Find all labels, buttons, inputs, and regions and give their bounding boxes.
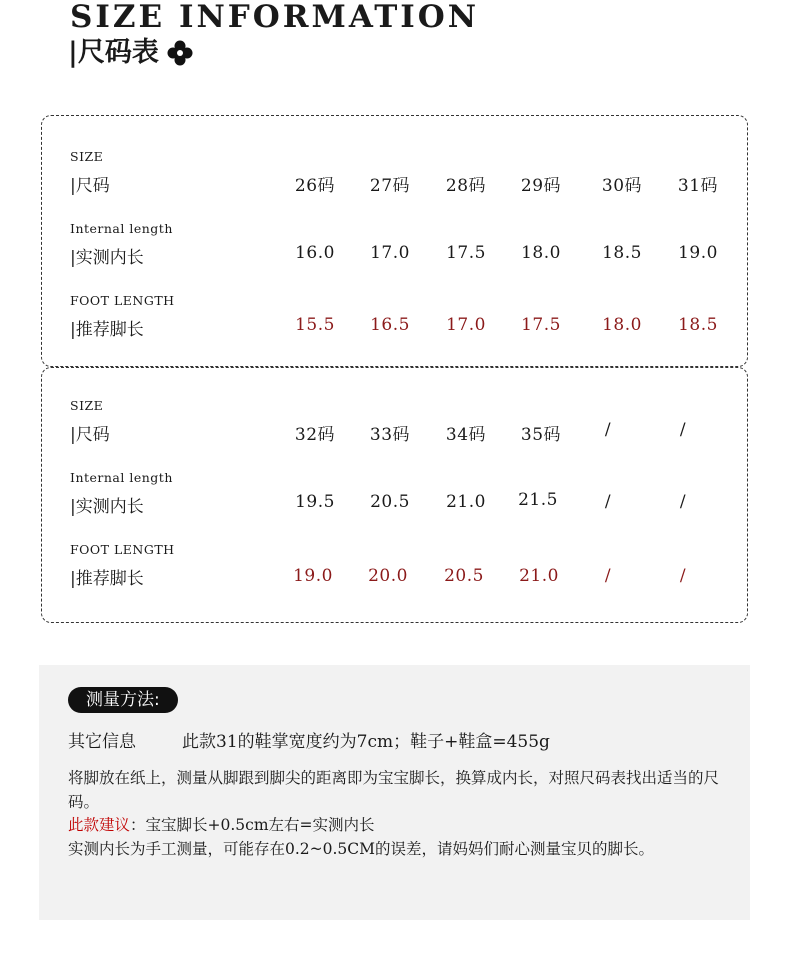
other-info bbox=[68, 730, 550, 754]
foot-cell: / bbox=[604, 566, 612, 586]
size-table-1 bbox=[41, 115, 748, 367]
size-cell: 34码 bbox=[445, 425, 487, 445]
size-table-2 bbox=[41, 367, 748, 623]
internal-cell: / bbox=[604, 492, 612, 512]
size-label-en: SIZE bbox=[70, 149, 104, 164]
foot-cell: 16.5 bbox=[370, 315, 410, 335]
size-cell: 33码 bbox=[369, 425, 411, 445]
internal-cell: 21.0 bbox=[446, 492, 486, 512]
size-label-cn: |尺码 bbox=[70, 176, 110, 196]
measure-instructions bbox=[68, 767, 738, 861]
internal-cell: 19.0 bbox=[678, 243, 718, 263]
size-cell: 35码 bbox=[520, 425, 562, 445]
foot-label-en: FOOT LENGTH bbox=[70, 293, 175, 308]
internal-label-cn: |实测内长 bbox=[70, 497, 144, 517]
size-label-cn: |尺码 bbox=[70, 425, 110, 445]
foot-length-row bbox=[42, 293, 747, 343]
size-cell: 29码 bbox=[520, 176, 562, 196]
page-title-cn-text: |尺码表 bbox=[68, 37, 159, 68]
size-cell: 30码 bbox=[601, 176, 643, 196]
size-cell: 26码 bbox=[294, 176, 336, 196]
internal-label-cn: |实测内长 bbox=[70, 248, 144, 268]
measure-section bbox=[39, 665, 750, 920]
size-cell: 31码 bbox=[677, 176, 719, 196]
other-info-text: 此款31的鞋掌宽度约为7cm；鞋子+鞋盒=455g bbox=[182, 732, 550, 752]
foot-label-cn: |推荐脚长 bbox=[70, 320, 144, 340]
foot-cell: 20.5 bbox=[444, 566, 484, 586]
size-cell: 28码 bbox=[445, 176, 487, 196]
error-note: 实测内长为手工测量，可能存在0.2~0.5CM的误差，请妈妈们耐心测量宝贝的脚长。 bbox=[68, 839, 655, 858]
size-label-en: SIZE bbox=[70, 398, 104, 413]
advice-line bbox=[68, 814, 738, 838]
foot-cell: 20.0 bbox=[368, 566, 408, 586]
internal-cell: 21.5 bbox=[518, 490, 558, 510]
internal-label-en: Internal length bbox=[70, 221, 173, 236]
foot-cell: 21.0 bbox=[519, 566, 559, 586]
internal-cell: 19.5 bbox=[295, 492, 335, 512]
internal-length-row bbox=[42, 221, 747, 271]
foot-cell: / bbox=[679, 566, 687, 586]
foot-cell: 19.0 bbox=[293, 566, 333, 586]
foot-label-cn: |推荐脚长 bbox=[70, 569, 144, 589]
internal-cell: / bbox=[679, 492, 687, 512]
internal-cell: 17.5 bbox=[446, 243, 486, 263]
foot-length-row bbox=[42, 542, 747, 592]
size-cell: 27码 bbox=[369, 176, 411, 196]
page-title-cn bbox=[68, 36, 193, 70]
size-row bbox=[42, 398, 747, 448]
internal-label-en: Internal length bbox=[70, 470, 173, 485]
foot-cell: 18.5 bbox=[678, 315, 718, 335]
foot-label-en: FOOT LENGTH bbox=[70, 542, 175, 557]
clover-icon bbox=[167, 40, 193, 66]
internal-length-row bbox=[42, 470, 747, 520]
size-cell: 32码 bbox=[294, 425, 336, 445]
page-title-en: SIZE INFORMATION bbox=[70, 0, 480, 35]
size-row bbox=[42, 149, 747, 199]
foot-cell: 17.5 bbox=[521, 315, 561, 335]
advice-label: 此款建议 bbox=[68, 816, 131, 834]
size-cell: / bbox=[604, 420, 612, 440]
measure-method-pill: 测量方法: bbox=[68, 687, 178, 713]
internal-cell: 16.0 bbox=[295, 243, 335, 263]
other-info-label: 其它信息 bbox=[68, 732, 136, 752]
advice-text: ：宝宝脚长+0.5cm左右=实测内长 bbox=[130, 816, 375, 834]
internal-cell: 18.5 bbox=[602, 243, 642, 263]
instruction-paragraph: 将脚放在纸上，测量从脚跟到脚尖的距离即为宝宝脚长，换算成内长，对照尺码表找出适当的尺码。 bbox=[68, 769, 720, 811]
internal-cell: 17.0 bbox=[370, 243, 410, 263]
internal-cell: 18.0 bbox=[521, 243, 561, 263]
foot-cell: 17.0 bbox=[446, 315, 486, 335]
foot-cell: 15.5 bbox=[295, 315, 335, 335]
size-cell: / bbox=[679, 420, 687, 440]
internal-cell: 20.5 bbox=[370, 492, 410, 512]
foot-cell: 18.0 bbox=[602, 315, 642, 335]
